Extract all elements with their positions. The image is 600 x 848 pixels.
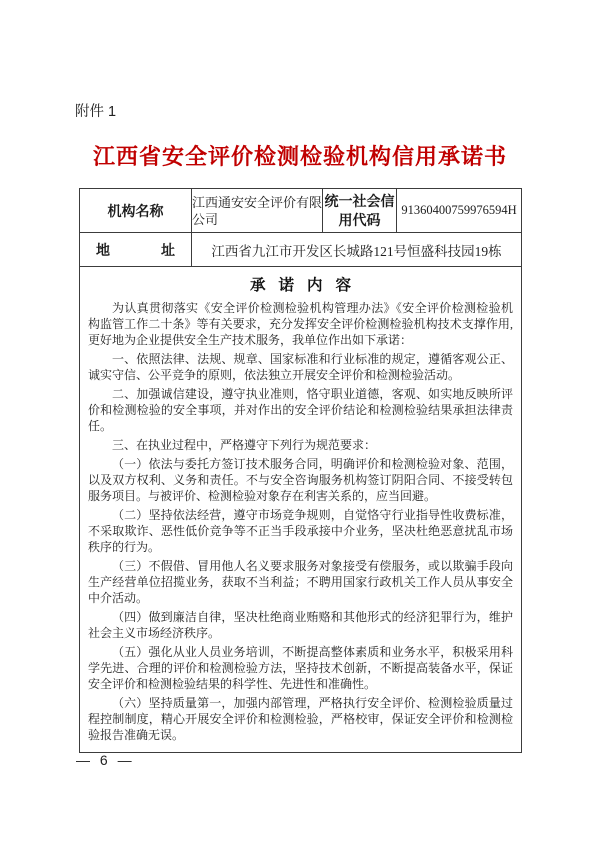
commitment-paragraph: 三、在执业过程中，严格遵守下列行为规范要求： — [112, 438, 377, 452]
address-value: 江西省九江市开发区长城路121号恒盛科技园19栋 — [192, 233, 522, 267]
commitment-paragraph: （二）坚持依法经营，遵守市场竞争规则，自觉恪守行业指导性收费标准，不采取欺诈、恶性低价竞争等不正当手段承接中介业务，坚决杜绝恶意扰乱市场秩序的行为。 — [88, 508, 513, 554]
page-number: — 6 — — [76, 752, 135, 768]
commitment-paragraph: （一）依法与委托方签订技术服务合同，明确评价和检测检验对象、范围，以及双方权利、义务和责任。不与安全咨询服务机构签订阴阳合同、不接受转包服务项目。与被评价、检测检验对象存在利害关系的，应当回避。 — [88, 457, 513, 503]
credit-code-value: 91360400759976594H — [397, 189, 522, 233]
commitment-paragraph: （六）坚持质量第一，加强内部管理，严格执行安全评价、检测检验质量过程控制制度，精心开展安全评价和检测检验，严格校审，保证安全评价和检测检验报告准确无误。 — [88, 696, 513, 742]
commitment-paragraph: （五）强化从业人员业务培训，不断提高整体素质和业务水平，积极采用科学先进、合理的评价和检测检验方法，坚持技术创新，不断提高装备水平，保证安全评价和检测检验结果的科学性、先进性和准确性。 — [88, 645, 513, 691]
commitment-cell — [80, 267, 522, 753]
commitment-paragraph: 为认真贯彻落实《安全评价检测检验机构管理办法》《安全评价检测检验机构监管工作二十条》等有关要求，充分发挥安全评价检测检验机构技术支撑作用,更好地为企业提供安全生产技术服务，我单位作出如下承诺： — [88, 301, 513, 347]
org-name-label: 机构名称 — [80, 189, 192, 233]
commitment-paragraph: （四）做到廉洁自律，坚决杜绝商业贿赂和其他形式的经济犯罪行为，维护社会主义市场经济秩序。 — [88, 610, 513, 640]
table-row-org — [80, 189, 522, 233]
commitment-paragraph: 一、依照法律、法规、规章、国家标准和行业标准的规定，遵循客观公正、诚实守信、公平竞争的原则，依法独立开展安全评价和检测检验活动。 — [88, 352, 513, 382]
address-label: 地址 — [96, 241, 175, 258]
commitment-paragraph: 二、加强诚信建设，遵守执业准则，恪守职业道德，客观、如实地反映所评价和检测检验的安全事项，并对作出的安全评价结论和检测检验结果承担法律责任。 — [88, 387, 513, 433]
table-row-address — [80, 233, 522, 267]
attachment-label: 附件 1 — [75, 104, 117, 120]
table-row-commitment — [80, 267, 522, 753]
credit-code-label: 统一社会信用代码 — [323, 189, 397, 233]
org-name-value: 江西通安安全评价有限公司 — [192, 189, 323, 233]
commitment-paragraph: （三）不假借、冒用他人名义要求服务对象接受有偿服务，或以欺骗手段向生产经营单位招揽业务，获取不当利益；不聘用国家行政机关工作人员从事安全中介活动。 — [88, 559, 513, 605]
info-table — [79, 188, 522, 753]
address-label-cell — [80, 233, 192, 267]
commitment-header: 承诺内容 — [249, 277, 364, 294]
document-title: 江西省安全评价检测检验机构信用承诺书 — [92, 144, 507, 169]
